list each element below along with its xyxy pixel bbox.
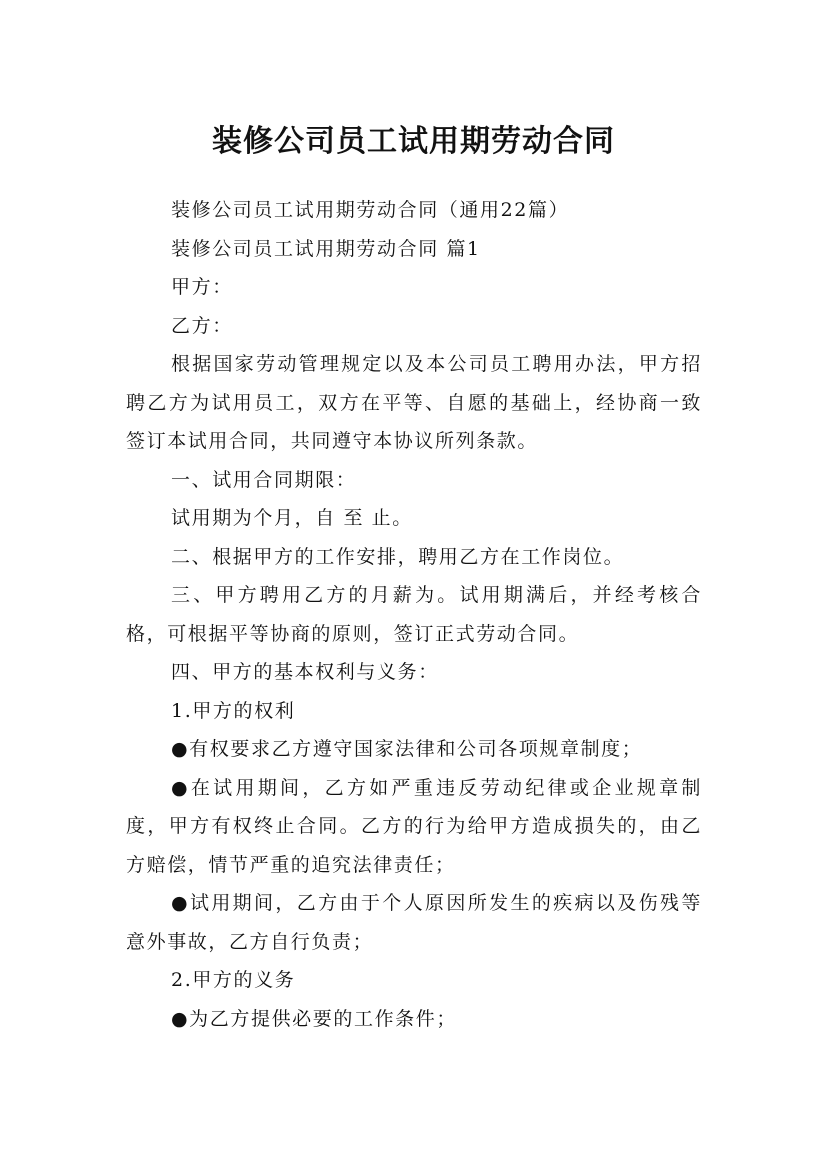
paragraph-preamble: 根据国家劳动管理规定以及本公司员工聘用办法，甲方招聘乙方为试用员工，双方在平等、自愿的基础上，经协商一致签订本试用合同，共同遵守本协议所列条款。	[126, 353, 702, 452]
paragraph-rights-item-1: ●有权要求乙方遵守国家法律和公司各项规章制度；	[171, 738, 643, 760]
paragraph-party-a-rights-heading: 1.甲方的权利	[171, 699, 296, 722]
paragraph-party-a-duties-heading: 2.甲方的义务	[171, 969, 296, 991]
paragraph-clause-1-body: 试用期为个月，自 至 止。	[171, 507, 413, 529]
document-title: 装修公司员工试用期劳动合同	[212, 124, 615, 160]
paragraph-rights-item-3: ●试用期间，乙方由于个人原因所发生的疾病以及伤残等意外事故，乙方自行负责；	[126, 892, 702, 953]
paragraph-subtitle: 装修公司员工试用期劳动合同（通用22篇）	[171, 199, 570, 221]
paragraph-clause-3: 三、甲方聘用乙方的月薪为。试用期满后，并经考核合格，可根据平等协商的原则，签订正式劳动合同。	[126, 584, 702, 645]
paragraph-party-b: 乙方：	[171, 314, 233, 337]
paragraph-clause-1-heading: 一、试用合同期限：	[171, 468, 357, 491]
paragraph-rights-item-2: ●在试用期间，乙方如严重违反劳动纪律或企业规章制度，甲方有权终止合同。乙方的行为给甲方造成损失的，由乙方赔偿，情节严重的追究法律责任；	[126, 776, 702, 876]
paragraph-clause-2: 二、根据甲方的工作安排，聘用乙方在工作岗位。	[171, 545, 625, 568]
paragraph-clause-4-heading: 四、甲方的基本权利与义务：	[171, 661, 439, 683]
paragraph-section-heading: 装修公司员工试用期劳动合同 篇1	[171, 237, 481, 260]
paragraph-duties-item-1: ●为乙方提供必要的工作条件；	[171, 1007, 457, 1030]
paragraph-party-a: 甲方：	[171, 276, 233, 298]
document-body	[126, 191, 702, 1038]
